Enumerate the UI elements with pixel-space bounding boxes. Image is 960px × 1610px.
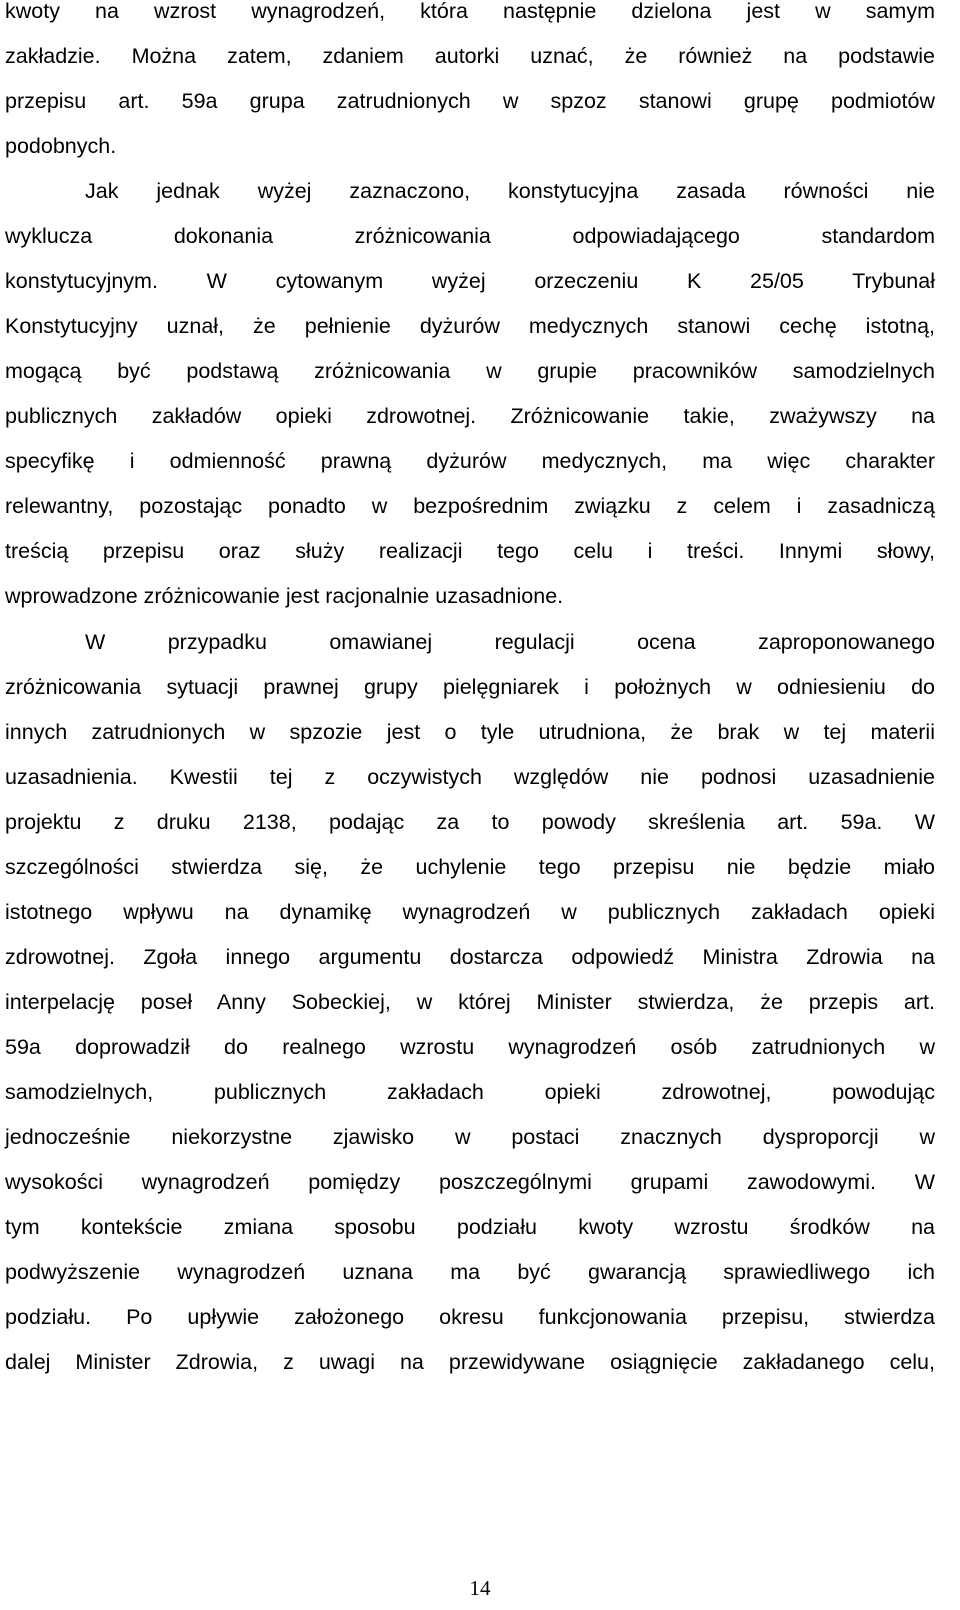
text-line: istotnego wpływu na dynamikę wynagrodzeń w publicznych zakładach opieki	[5, 900, 935, 924]
text-line: innych zatrudnionych w spzozie jest o tyle utrudniona, że brak w tej materii	[5, 720, 935, 744]
text-line: 59a doprowadził do realnego wzrostu wynagrodzeń osób zatrudnionych w	[5, 1035, 935, 1059]
text-line: dalej Minister Zdrowia, z uwagi na przewidywane osiągnięcie zakładanego celu,	[5, 1350, 935, 1374]
text-line: specyfikę i odmienność prawną dyżurów medycznych, ma więc charakter	[5, 449, 935, 473]
text-line: mogącą być podstawą zróżnicowania w grupie pracowników samodzielnych	[5, 359, 935, 383]
text-line: wprowadzone zróżnicowanie jest racjonalnie uzasadnione.	[5, 584, 564, 608]
text-line: interpelację poseł Anny Sobeckiej, w której Minister stwierdza, że przepis art.	[5, 990, 935, 1014]
text-line: uzasadnienia. Kwestii tej z oczywistych względów nie podnosi uzasadnienie	[5, 765, 935, 789]
text-line: wyklucza dokonania zróżnicowania odpowiadającego standardom	[5, 224, 935, 248]
text-line: zdrowotnej. Zgoła innego argumentu dostarcza odpowiedź Ministra Zdrowia na	[5, 945, 935, 969]
text-line: konstytucyjnym. W cytowanym wyżej orzeczeniu K 25/05 Trybunał	[5, 269, 935, 293]
text-line: szczególności stwierdza się, że uchylenie tego przepisu nie będzie miało	[5, 855, 935, 879]
text-line: projektu z druku 2138, podając za to powody skreślenia art. 59a. W	[5, 810, 935, 834]
text-line: podobnych.	[5, 134, 117, 158]
text-line: tym kontekście zmiana sposobu podziału kwoty wzrostu środków na	[5, 1215, 935, 1239]
text-line: podziału. Po upływie założonego okresu funkcjonowania przepisu, stwierdza	[5, 1305, 935, 1329]
text-line: treścią przepisu oraz służy realizacji tego celu i treści. Innymi słowy,	[5, 539, 935, 563]
text-line: Jak jednak wyżej zaznaczono, konstytucyjna zasada równości nie	[85, 179, 935, 203]
text-line: relewantny, pozostając ponadto w bezpośrednim związku z celem i zasadniczą	[5, 494, 935, 518]
text-line: przepisu art. 59a grupa zatrudnionych w spzoz stanowi grupę podmiotów	[5, 89, 935, 113]
text-line: publicznych zakładów opieki zdrowotnej. Zróżnicowanie takie, zważywszy na	[5, 404, 935, 428]
text-line: jednocześnie niekorzystne zjawisko w postaci znacznych dysproporcji w	[5, 1125, 935, 1149]
text-line: podwyższenie wynagrodzeń uznana ma być gwarancją sprawiedliwego ich	[5, 1260, 935, 1284]
text-line: Konstytucyjny uznał, że pełnienie dyżurów medycznych stanowi cechę istotną,	[5, 314, 935, 338]
text-line: zróżnicowania sytuacji prawnej grupy pielęgniarek i położnych w odniesieniu do	[5, 675, 935, 699]
page-number: 14	[469, 1576, 491, 1600]
text-line: samodzielnych, publicznych zakładach opieki zdrowotnej, powodując	[5, 1080, 935, 1104]
text-line: wysokości wynagrodzeń pomiędzy poszczególnymi grupami zawodowymi. W	[5, 1170, 935, 1194]
text-line: W przypadku omawianej regulacji ocena zaproponowanego	[85, 630, 935, 654]
text-line: zakładzie. Można zatem, zdaniem autorki uznać, że również na podstawie	[5, 44, 935, 68]
text-line: kwoty na wzrost wynagrodzeń, która następnie dzielona jest w samym	[5, 0, 935, 23]
